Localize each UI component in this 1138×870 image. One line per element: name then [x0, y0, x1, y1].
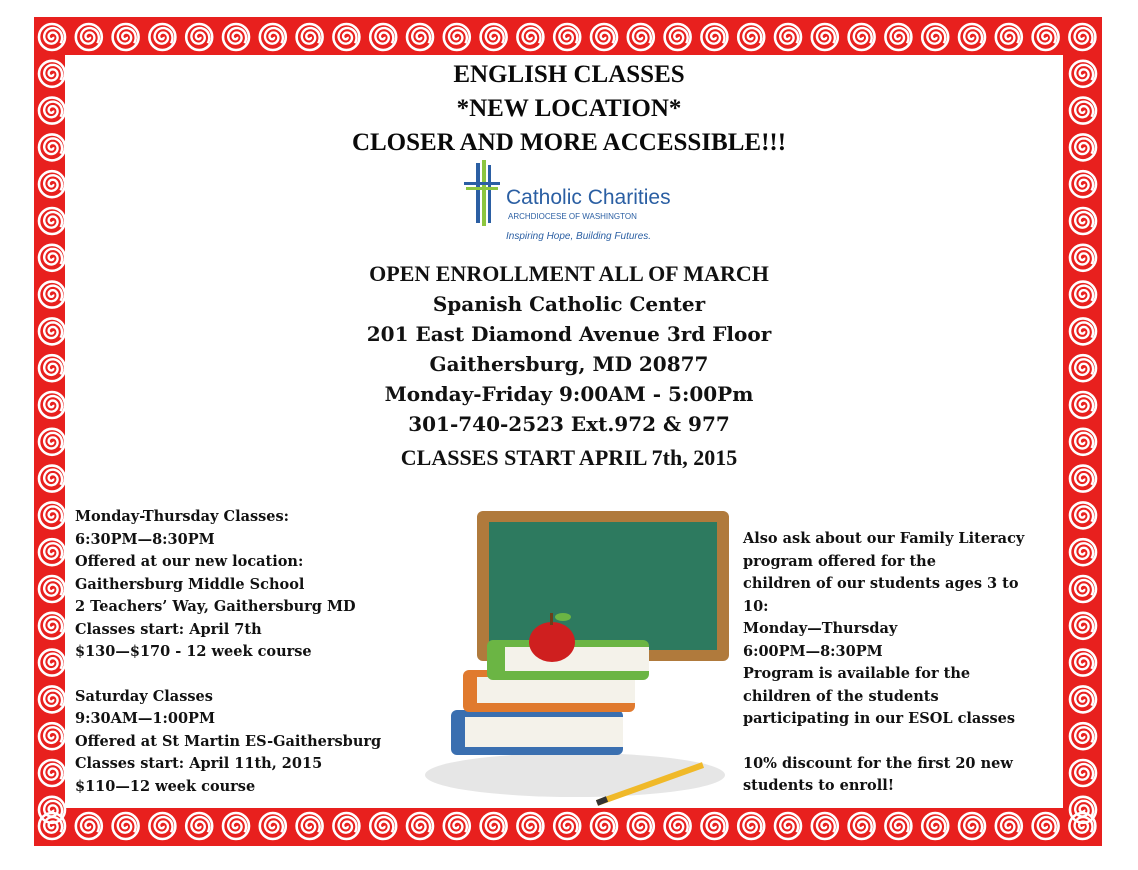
logo-tagline: Inspiring Hope, Building Futures. [506, 231, 652, 242]
spiral-icon [297, 24, 323, 50]
spiral-icon [1070, 171, 1096, 197]
spiral-icon [76, 24, 102, 50]
spiral-icon [407, 24, 433, 50]
spiral-icon [885, 24, 911, 50]
spiral-icon [996, 24, 1022, 50]
spiral-icon [39, 760, 65, 786]
spiral-icon [1070, 650, 1096, 676]
spiral-icon [113, 813, 139, 839]
enrollment-details [0, 259, 1138, 473]
weekday-line: $130—$170 - 12 week course [75, 643, 312, 660]
spiral-icon [186, 24, 212, 50]
spiral-icon [39, 650, 65, 676]
headline-line-1: ENGLISH CLASSES [453, 61, 685, 88]
spiral-icon [260, 24, 286, 50]
spiral-icon [885, 813, 911, 839]
discount-line: 10% discount for the first 20 new [743, 754, 1013, 772]
spiral-icon [39, 797, 65, 823]
saturday-line: 9:30AM—1:00PM [75, 710, 215, 727]
spiral-icon [1070, 502, 1096, 528]
spiral-icon [39, 208, 65, 234]
weekday-line: Monday-Thursday Classes: [75, 508, 290, 525]
center-city: Gaithersburg, MD 20877 [429, 352, 709, 376]
spiral-icon [223, 813, 249, 839]
family-line: children of the students [743, 687, 939, 705]
family-line: Program is available for the [743, 665, 971, 682]
spiral-icon [959, 813, 985, 839]
spiral-icon [297, 813, 323, 839]
spiral-icon [554, 813, 580, 839]
spiral-icon [1070, 576, 1096, 602]
spiral-icon [1033, 24, 1059, 50]
chalkboard [489, 522, 717, 650]
spiral-icon [517, 813, 543, 839]
spiral-icon [39, 723, 65, 749]
spiral-icon [738, 813, 764, 839]
family-line: 10: [743, 597, 769, 615]
office-hours: Monday-Friday 9:00AM - 5:00Pm [384, 382, 754, 406]
spiral-icon [554, 24, 580, 50]
headline [0, 58, 1138, 160]
right-column [743, 528, 1024, 798]
spiral-icon [333, 24, 359, 50]
weekday-line: Gaithersburg Middle School [75, 575, 305, 593]
spiral-icon [260, 813, 286, 839]
spiral-icon [922, 813, 948, 839]
spiral-icon [39, 502, 65, 528]
family-line: Monday—Thursday [743, 620, 898, 637]
weekday-line: 2 Teachers’ Way, Gaithersburg MD [75, 598, 356, 615]
spiral-icon [149, 24, 175, 50]
spiral-icon [481, 813, 507, 839]
spiral-icon [370, 24, 396, 50]
spiral-icon [186, 813, 212, 839]
spiral-icon [959, 24, 985, 50]
spiral-icon [775, 813, 801, 839]
spiral-icon [76, 813, 102, 839]
spiral-icon [481, 24, 507, 50]
spiral-icon [665, 24, 691, 50]
spiral-icon [223, 24, 249, 50]
spiral-icon [370, 813, 396, 839]
left-column [75, 506, 381, 798]
chalkboard-books-apple-illustration [415, 505, 745, 810]
spiral-icon [849, 813, 875, 839]
spiral-icon [517, 24, 543, 50]
classes-start: CLASSES START APRIL 7th, 2015 [400, 445, 738, 470]
spiral-icon [39, 576, 65, 602]
family-line: 6:00PM—8:30PM [743, 642, 883, 660]
catholic-charities-cross-logo [464, 160, 500, 226]
center-name: Spanish Catholic Center [432, 292, 706, 316]
spiral-icon [39, 171, 65, 197]
spiral-icon [1069, 24, 1095, 50]
enrollment-title: OPEN ENROLLMENT ALL OF MARCH [369, 261, 769, 286]
spiral-icon [1070, 686, 1096, 712]
spiral-icon [591, 813, 617, 839]
spiral-icon [701, 24, 727, 50]
catholic-charities-logo [462, 160, 712, 242]
family-line: children of our students ages 3 to [743, 575, 1019, 592]
spiral-icon [149, 813, 175, 839]
spiral-icon [996, 813, 1022, 839]
spiral-icon [701, 813, 727, 839]
spiral-icon [628, 24, 654, 50]
logo-name: Catholic Charities [506, 186, 671, 209]
spiral-icon [407, 813, 433, 839]
spiral-icon [39, 686, 65, 712]
spiral-icon [1070, 539, 1096, 565]
spiral-icon [812, 813, 838, 839]
spiral-icon [113, 24, 139, 50]
spiral-icon [39, 613, 65, 639]
spiral-icon [1070, 613, 1096, 639]
spiral-icon [738, 24, 764, 50]
family-line: program offered for the [743, 552, 936, 570]
spiral-icon [1070, 797, 1096, 823]
logo-subtitle: ARCHDIOCESE OF WASHINGTON [508, 212, 637, 221]
spiral-icon [444, 813, 470, 839]
spiral-icon [812, 24, 838, 50]
phone-number: 301-740-2523 Ext.972 & 977 [408, 412, 730, 436]
spiral-icon [1070, 760, 1096, 786]
spiral-icon [444, 24, 470, 50]
headline-line-2: *NEW LOCATION* [456, 95, 682, 122]
weekday-line: Classes start: April 7th [75, 620, 262, 638]
saturday-line: $110—12 week course [75, 777, 256, 795]
spiral-icon [665, 813, 691, 839]
spiral-icon [333, 813, 359, 839]
saturday-line: Classes start: April 11th, 2015 [75, 755, 323, 772]
spiral-icon [775, 24, 801, 50]
family-line: Also ask about our Family Literacy [743, 530, 1025, 547]
weekday-line: 6:30PM—8:30PM [75, 530, 215, 548]
spiral-icon [591, 24, 617, 50]
spiral-icon [1070, 208, 1096, 234]
spiral-icon [849, 24, 875, 50]
spiral-icon [922, 24, 948, 50]
spiral-icon [39, 24, 65, 50]
apple-icon [529, 622, 575, 662]
headline-line-3: CLOSER AND MORE ACCESSIBLE!!! [351, 129, 787, 156]
weekday-line: Offered at our new location: [75, 553, 304, 570]
saturday-line: Saturday Classes [75, 687, 213, 705]
center-address: 201 East Diamond Avenue 3rd Floor [366, 322, 772, 346]
spiral-icon [1070, 723, 1096, 749]
family-line: participating in our ESOL classes [743, 710, 1016, 727]
spiral-icon [628, 813, 654, 839]
spiral-icon [1033, 813, 1059, 839]
spiral-icon [39, 539, 65, 565]
saturday-line: Offered at St Martin ES-Gaithersburg [75, 732, 382, 750]
discount-line: students to enroll! [743, 777, 895, 794]
